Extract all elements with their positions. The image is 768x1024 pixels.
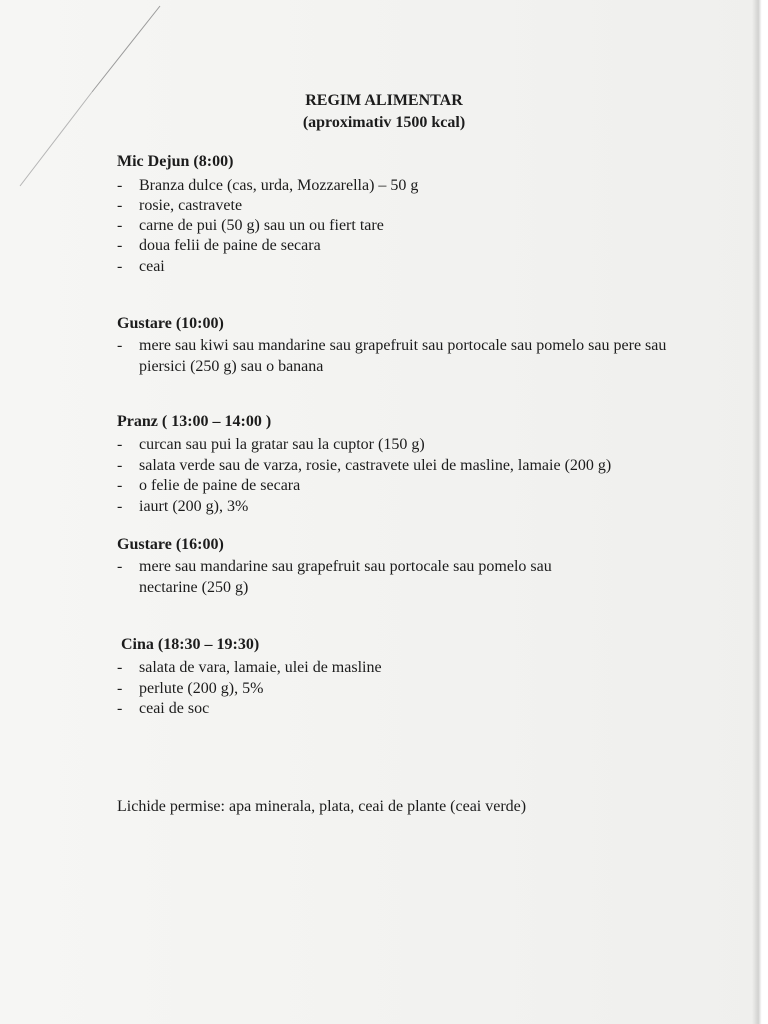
list-item-text: rosie, castravete [139,197,243,214]
page-edge [752,0,768,1024]
section-heading-mic-dejun: Mic Dejun (8:00) [117,153,234,170]
section-heading-gustare-2: Gustare (16:00) [117,536,224,553]
section-heading-pranz: Pranz ( 13:00 – 14:00 ) [117,413,272,430]
section-heading-cina: Cina (18:30 – 19:30) [121,636,260,653]
list-item-text: curcan sau pui la gratar sau la cuptor (150 g) [139,436,425,453]
list-item-text: ceai [139,258,165,275]
bullet-dash: - [117,659,123,676]
bullet-dash: - [117,197,123,214]
list-item-text: ceai de soc [139,700,210,717]
list-item-text: mere sau mandarine sau grapefruit sau portocale sau pomelo sau nectarine (250 g) [139,558,552,596]
bullet-dash: - [117,558,123,575]
document-subtitle: (aproximativ 1500 kcal) [302,114,466,131]
list-item-text: salata de vara, lamaie, ulei de masline [139,659,382,676]
bullet-dash: - [117,700,123,717]
bullet-dash: - [117,436,123,453]
allowed-liquids-note: Lichide permise: apa minerala, plata, ceai de plante (ceai verde) [117,798,527,815]
bullet-dash: - [117,217,123,234]
bullet-dash: - [117,258,123,275]
list-item-text: Branza dulce (cas, urda, Mozzarella) – 50 g [139,177,419,194]
bullet-dash: - [117,177,123,194]
bullet-dash: - [117,457,123,474]
list-item-text: iaurt (200 g), 3% [139,498,249,515]
list-item-text: perlute (200 g), 5% [139,680,264,697]
document-title: REGIM ALIMENTAR [305,92,463,109]
bullet-dash: - [117,680,123,697]
bullet-dash: - [117,337,123,354]
list-item-text: doua felii de paine de secara [139,237,321,254]
list-item-text: salata verde sau de varza, rosie, castravete ulei de masline, lamaie (200 g) [139,457,612,474]
list-item-text: o felie de paine de secara [139,477,301,494]
section-heading-gustare-1: Gustare (10:00) [117,315,224,332]
list-item-text: carne de pui (50 g) sau un ou fiert tare [139,217,384,234]
bullet-dash: - [117,477,123,494]
list-item-text: mere sau kiwi sau mandarine sau grapefruit sau portocale sau pomelo sau pere sau piersici (250 g) sau o banana [139,337,667,375]
bullet-dash: - [117,498,123,515]
bullet-dash: - [117,237,123,254]
